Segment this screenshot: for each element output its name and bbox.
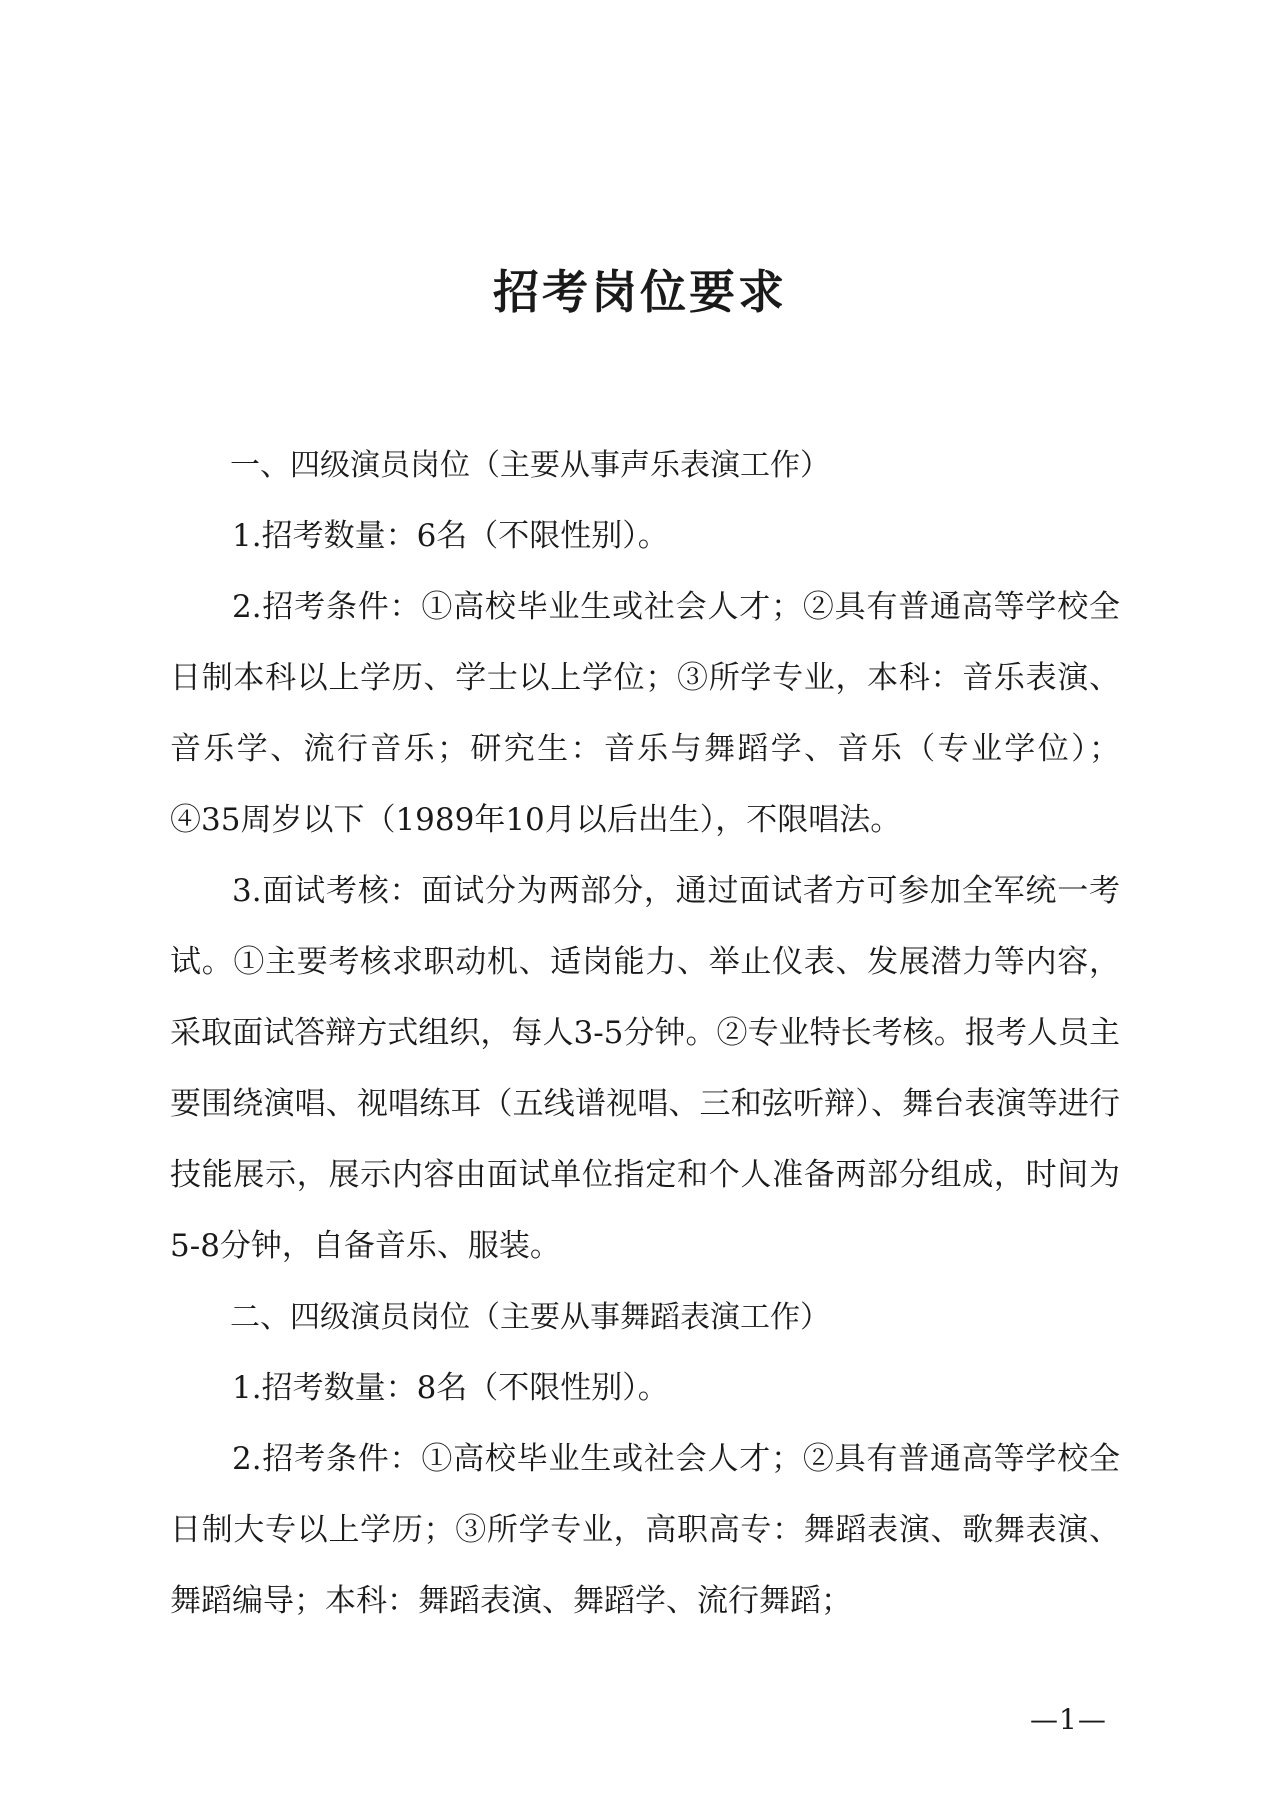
document-body <box>170 430 1120 1637</box>
paragraph-recruitment-quota: 1.招考数量：6名（不限性别）。 <box>232 518 669 554</box>
section-heading: 一、四级演员岗位（主要从事声乐表演工作） <box>230 448 830 483</box>
section-vocal-performance <box>170 430 1120 1282</box>
document-title: 招考岗位要求 <box>493 265 787 319</box>
section-dance-performance <box>170 1282 1120 1637</box>
paragraph-recruitment-quota: 1.招考数量：8名（不限性别）。 <box>232 1370 669 1406</box>
paragraph-recruitment-conditions: 2.招考条件：①高校毕业生或社会人才；②具有普通高等学校全日制本科以上学历、学士以上学位；③所学专业，本科：音乐表演、音乐学、流行音乐；研究生：音乐与舞蹈学、音乐（专业学位）；④35周岁以下（1989年10月以后出生），不限唱法。 <box>170 589 1120 838</box>
paragraph-interview-assessment: 3.面试考核：面试分为两部分，通过面试者方可参加全军统一考试。①主要考核求职动机、适岗能力、举止仪表、发展潜力等内容，采取面试答辩方式组织，每人3-5分钟。②专业特长考核。报考人员主要围绕演唱、视唱练耳（五线谱视唱、三和弦听辩）、舞台表演等进行技能展示，展示内容由面试单位指定和个人准备两部分组成，时间为5-8分钟，自备音乐、服装。 <box>170 873 1120 1264</box>
section-heading: 二、四级演员岗位（主要从事舞蹈表演工作） <box>230 1300 830 1335</box>
paragraph-recruitment-conditions: 2.招考条件：①高校毕业生或社会人才；②具有普通高等学校全日制大专以上学历；③所学专业，高职高专：舞蹈表演、歌舞表演、舞蹈编导；本科：舞蹈表演、舞蹈学、流行舞蹈； <box>170 1441 1120 1619</box>
page-number: —1— <box>1030 1703 1107 1736</box>
